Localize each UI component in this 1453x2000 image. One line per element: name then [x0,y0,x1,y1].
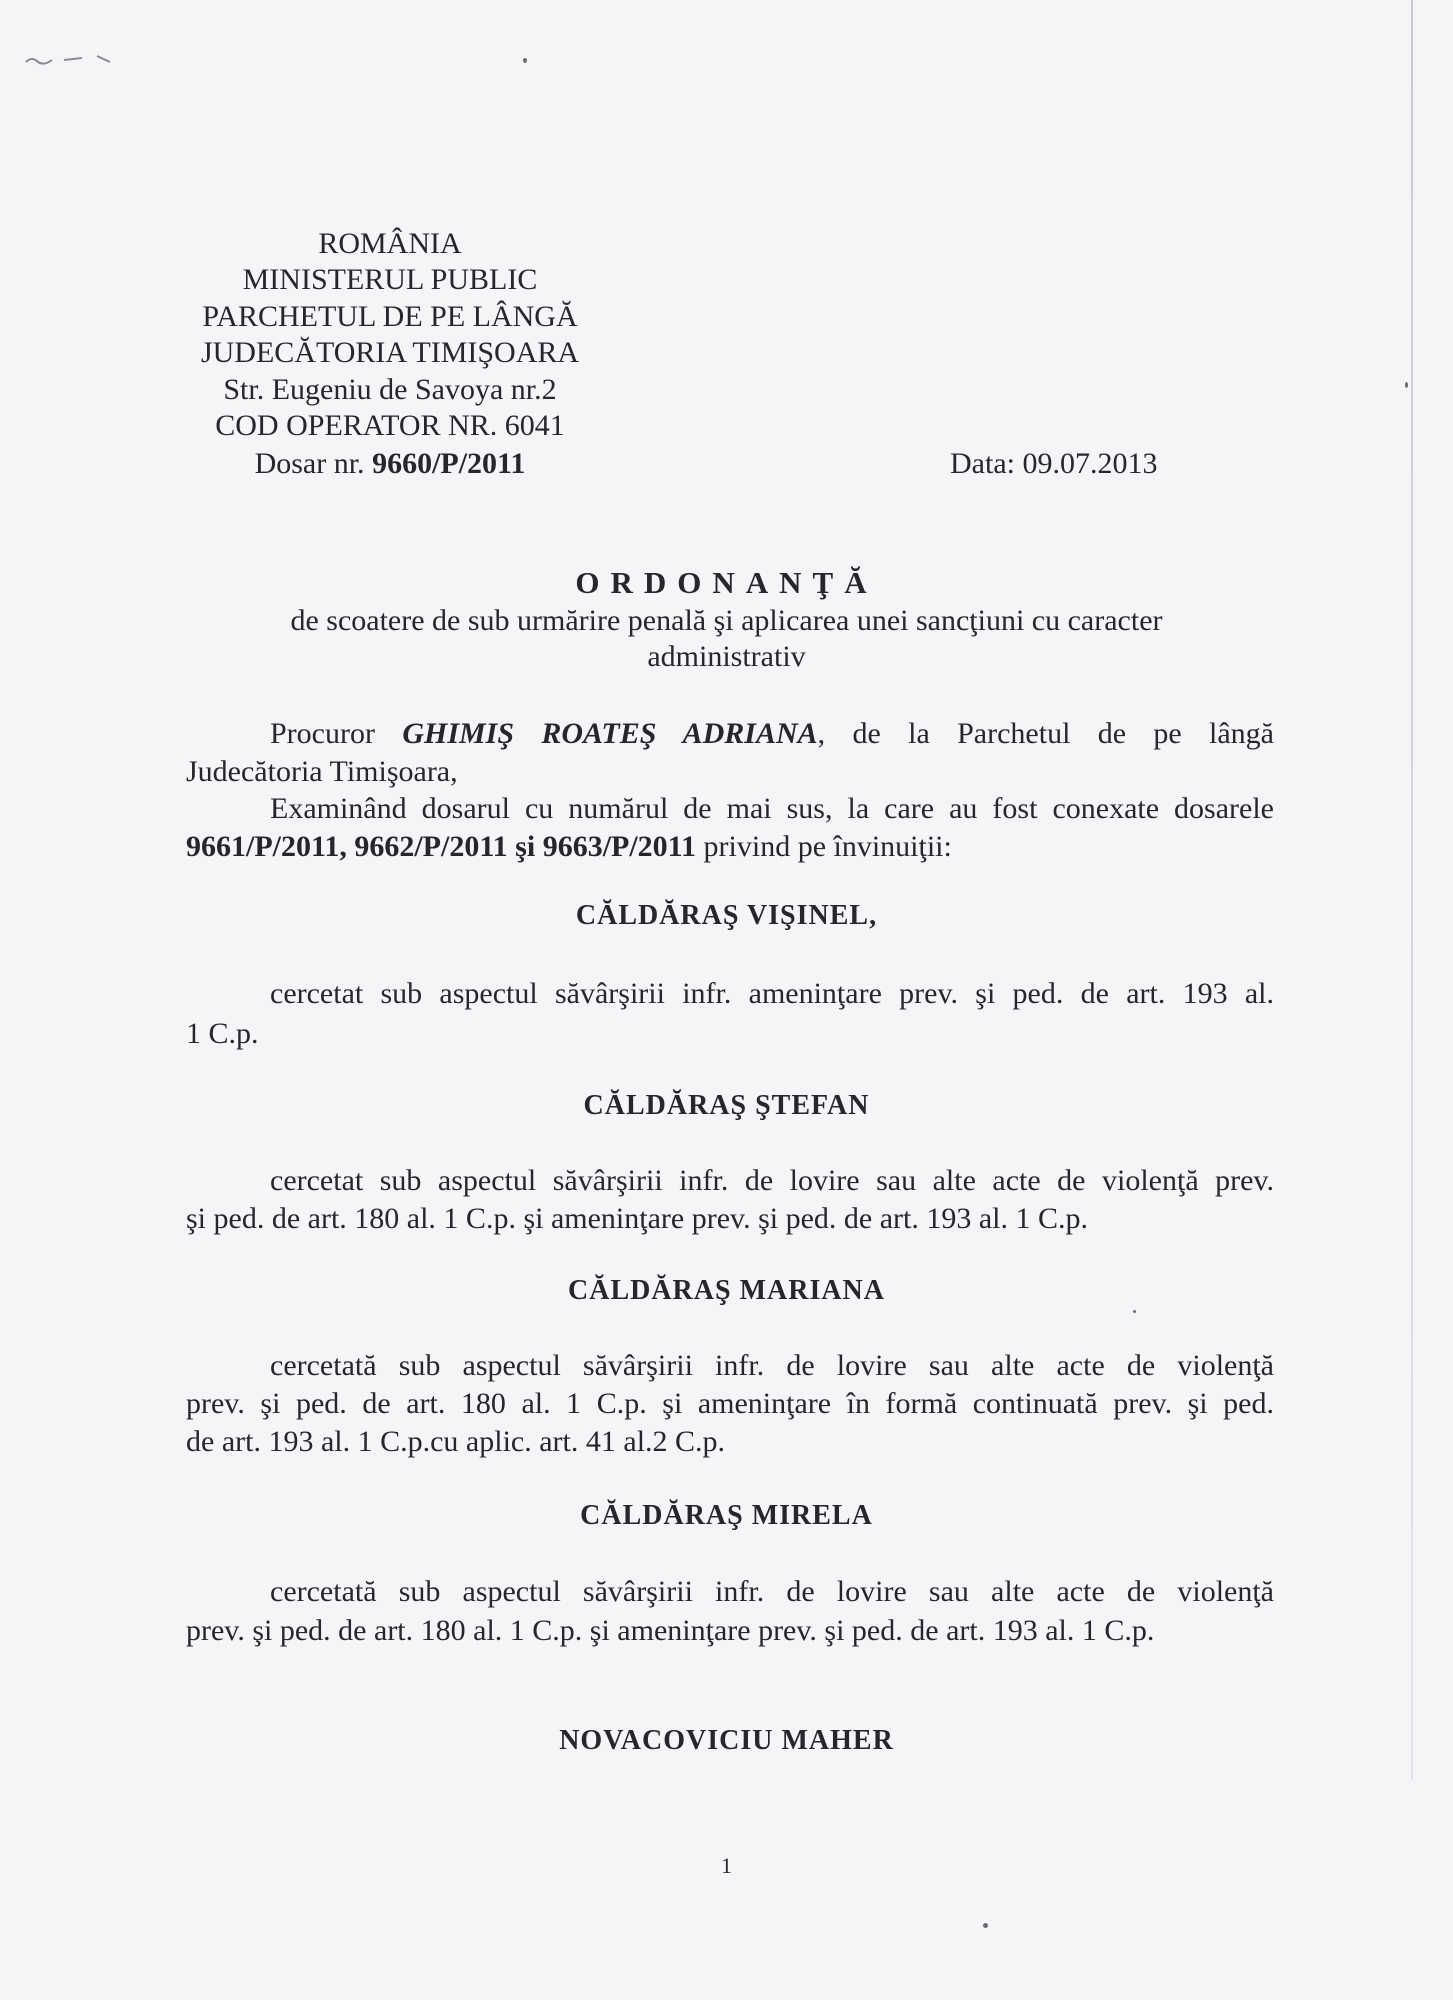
intro-joined-cases-line [186,829,1274,865]
defendant-charge-line: şi ped. de art. 180 al. 1 C.p. şi ameninţare prev. şi ped. de art. 193 al. 1 C.p. [186,1202,1089,1235]
scan-speck [1133,1310,1136,1313]
header-office: PARCHETUL DE PE LÂNGĂ [202,300,578,333]
header-country: ROMÂNIA [318,227,462,260]
document-title: ORDONANŢĂ [575,565,878,600]
header-ministry: MINISTERUL PUBLIC [242,263,538,296]
document-subtitle-line2: administrativ [647,640,806,673]
scan-corner-mark [22,50,117,70]
document-subtitle-line1: de scoatere de sub urmărire penală şi aplicarea unei sancţiuni cu caracter [290,604,1163,637]
defendant-name: CĂLDĂRAŞ ŞTEFAN [583,1090,870,1121]
page-number: 1 [721,1853,732,1878]
joined-cases-rest: privind pe învinuiţii: [696,830,952,863]
case-number-value: 9660/P/2011 [372,447,526,480]
defendant-charge-line: prev. şi ped. de art. 180 al. 1 C.p. şi ameninţare în formă continuată prev. şi ped. [186,1387,1274,1420]
header-operator-code: COD OPERATOR NR. 6041 [215,409,565,442]
defendant-charge-line: de art. 193 al. 1 C.p.cu aplic. art. 41 al.2 C.p. [186,1425,726,1458]
prosecutor-name: GHIMIŞ ROATEŞ ADRIANA [402,717,818,750]
intro-prosecutor-line [270,716,1274,752]
scan-speck [523,58,527,63]
defendant-charge-line: cercetat sub aspectul săvârşirii infr. ameninţare prev. şi ped. de art. 193 al. [270,977,1274,1010]
document-date: Data: 09.07.2013 [950,447,1158,480]
defendant-charge-line: prev. şi ped. de art. 180 al. 1 C.p. şi ameninţare prev. şi ped. de art. 193 al. 1 C.p. [186,1614,1155,1647]
defendant-name: CĂLDĂRAŞ MARIANA [568,1275,885,1306]
scan-speck [1405,382,1408,388]
defendant-charge-line: cercetată sub aspectul săvârşirii infr. de lovire sau alte acte de violenţă [270,1575,1274,1608]
case-number-label: Dosar nr. [254,447,373,480]
defendant-charge-line: cercetată sub aspectul săvârşirii infr. de lovire sau alte acte de violenţă [270,1349,1274,1382]
prosecutor-label: Procuror [270,717,403,750]
defendant-name: NOVACOVICIU MAHER [559,1725,894,1756]
header-address: Str. Eugeniu de Savoya nr.2 [223,373,557,406]
defendant-name: CĂLDĂRAŞ MIRELA [580,1500,873,1531]
prosecutor-office: , de la Parchetul de pe lângă [817,717,1274,750]
header-case-number [170,446,610,482]
header-court: JUDECĂTORIA TIMIŞOARA [200,336,580,369]
defendant-charge-line: cercetat sub aspectul săvârşirii infr. de lovire sau alte acte de violenţă prev. [270,1164,1274,1197]
scan-speck [983,1923,988,1928]
intro-examination-line: Examinând dosarul cu numărul de mai sus, la care au fost conexate dosarele [270,792,1274,825]
defendant-charge-line: 1 C.p. [186,1017,259,1050]
intro-court-line: Judecătoria Timişoara, [186,755,458,788]
joined-case-numbers: 9661/P/2011, 9662/P/2011 şi 9663/P/2011 [186,830,697,863]
defendant-name: CĂLDĂRAŞ VIŞINEL, [575,900,878,931]
